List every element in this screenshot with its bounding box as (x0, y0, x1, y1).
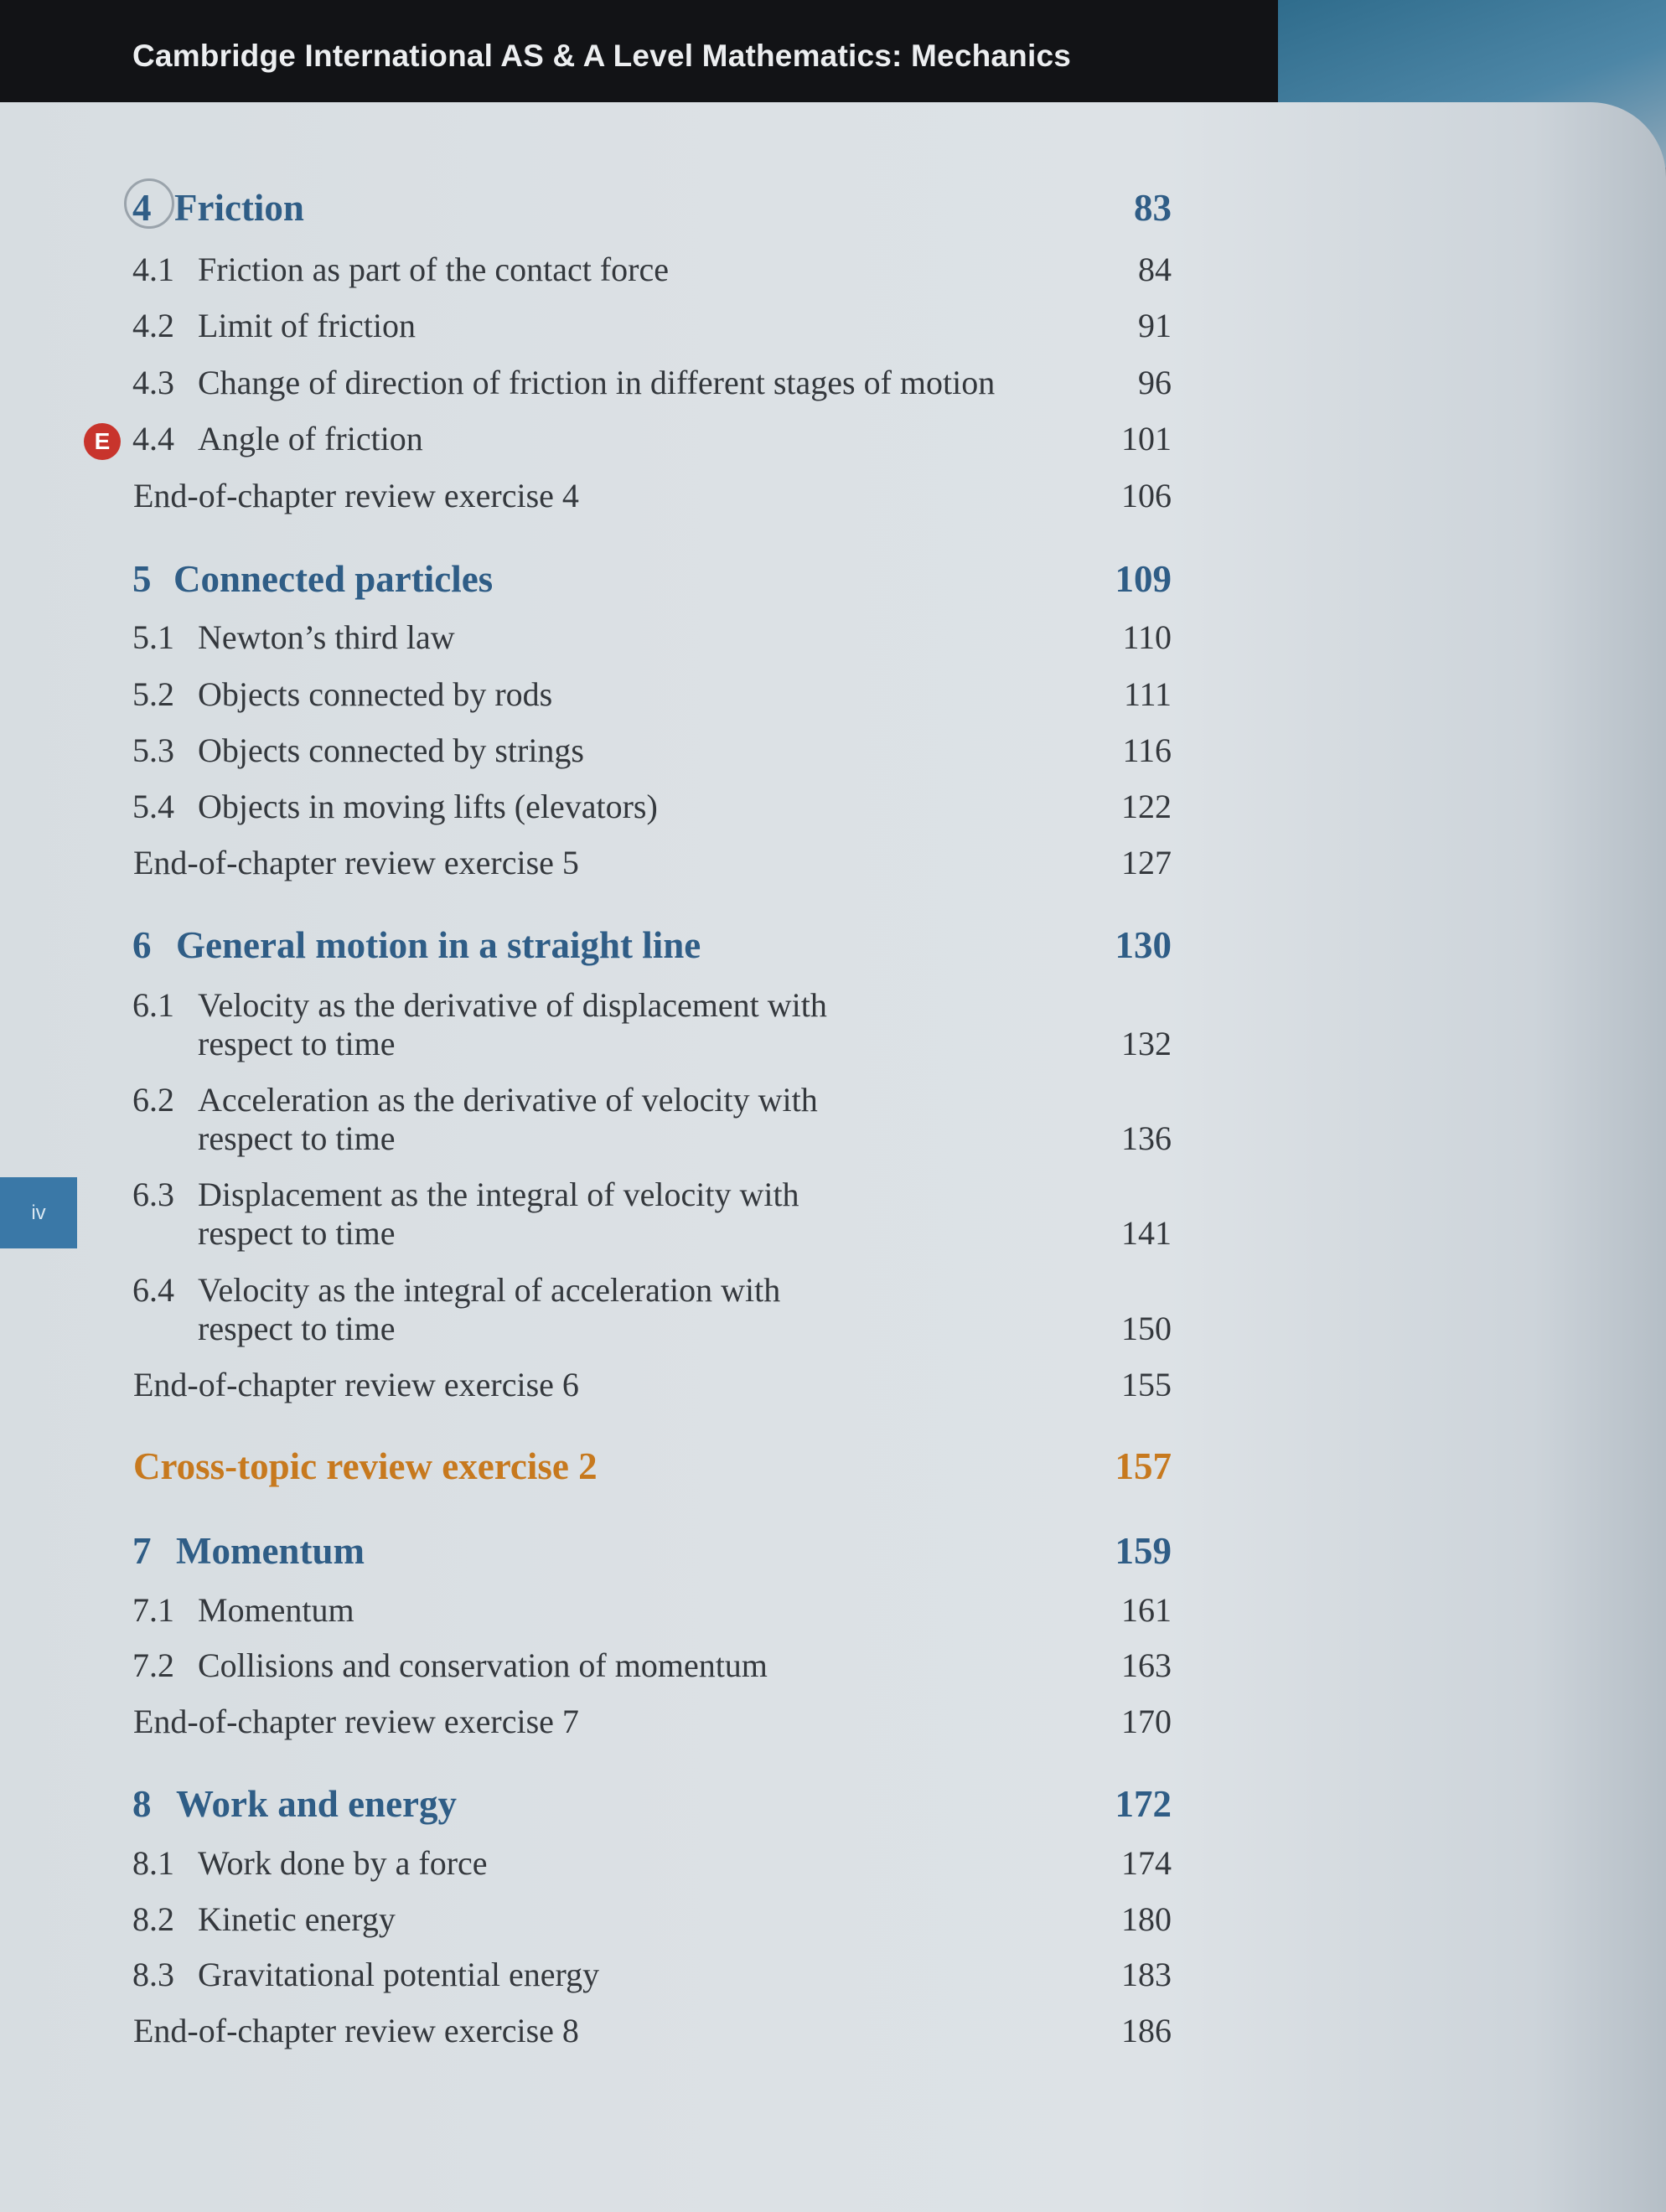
chapter-title: Friction (174, 187, 304, 229)
chapter-page: 172 (1115, 1783, 1172, 1825)
chapter-number: 5 (132, 558, 152, 600)
section-page: 84 (1138, 251, 1172, 288)
section-title-line2: respect to time (198, 1025, 396, 1062)
review-page: 186 (1121, 2012, 1172, 2049)
section-page: 96 (1138, 364, 1172, 401)
chapter-title: Work and energy (176, 1783, 458, 1825)
section-page: 174 (1121, 1844, 1172, 1882)
section-page: 180 (1121, 1900, 1172, 1938)
chapter-page: 83 (1134, 187, 1172, 229)
section-title-line2: respect to time (198, 1119, 396, 1157)
section-page: 163 (1121, 1646, 1172, 1684)
section-number: 4.4 (132, 420, 174, 457)
section-title: Kinetic energy (198, 1900, 396, 1938)
review-title: End-of-chapter review exercise 4 (133, 477, 579, 514)
section-number: 4.1 (132, 251, 174, 288)
section-number: 6.4 (132, 1271, 174, 1309)
section-page: 141 (1121, 1214, 1172, 1252)
section-title: Objects connected by rods (198, 675, 553, 713)
section-page: 101 (1121, 420, 1172, 457)
running-header (0, 0, 1278, 102)
section-number: 8.2 (132, 1900, 174, 1938)
review-title: End-of-chapter review exercise 7 (133, 1703, 579, 1740)
page-number-tab: iv (0, 1177, 77, 1248)
review-page: 127 (1121, 844, 1172, 881)
cross-topic-title: Cross-topic review exercise 2 (133, 1445, 598, 1487)
section-title-line2: respect to time (198, 1214, 396, 1252)
extension-badge-icon: E (84, 423, 121, 460)
section-page: 122 (1121, 788, 1172, 825)
review-page: 106 (1121, 477, 1172, 514)
section-page: 116 (1122, 731, 1172, 769)
section-title: Gravitational potential energy (198, 1956, 600, 1993)
section-title: Collisions and conservation of momentum (198, 1646, 768, 1684)
section-title: Angle of friction (198, 420, 423, 457)
section-title: Work done by a force (198, 1844, 488, 1882)
section-title: Limit of friction (198, 307, 416, 344)
section-page: 183 (1121, 1956, 1172, 1993)
chapter-number: 8 (132, 1783, 152, 1825)
section-page: 111 (1123, 675, 1172, 713)
review-title: End-of-chapter review exercise 6 (133, 1366, 579, 1403)
section-number: 7.1 (132, 1591, 174, 1629)
section-number: 5.3 (132, 731, 174, 769)
chapter-page: 159 (1115, 1530, 1172, 1572)
review-title: End-of-chapter review exercise 5 (133, 844, 579, 881)
chapter-page: 130 (1115, 924, 1172, 966)
chapter-number: 6 (132, 924, 152, 966)
review-title: End-of-chapter review exercise 8 (133, 2012, 579, 2049)
chapter-title: General motion in a straight line (176, 924, 701, 966)
section-page: 161 (1121, 1591, 1172, 1629)
section-title: Friction as part of the contact force (198, 251, 669, 288)
section-page: 150 (1121, 1310, 1172, 1347)
section-number: 7.2 (132, 1646, 174, 1684)
section-number: 8.1 (132, 1844, 174, 1882)
section-title: Momentum (198, 1591, 354, 1629)
section-page: 110 (1122, 618, 1172, 656)
section-number: 4.2 (132, 307, 174, 344)
chapter-title: Connected particles (173, 558, 494, 600)
chapter-title: Momentum (176, 1530, 365, 1572)
review-page: 155 (1121, 1366, 1172, 1403)
section-number: 5.4 (132, 788, 174, 825)
section-page: 136 (1121, 1119, 1172, 1157)
section-title: Objects in moving lifts (elevators) (198, 788, 658, 825)
section-number: 6.1 (132, 986, 174, 1024)
section-title-line1: Displacement as the integral of velocity with (198, 1176, 799, 1213)
section-number: 6.2 (132, 1081, 174, 1119)
section-title: Newton’s third law (198, 618, 455, 656)
chapter-number: 4 (132, 187, 152, 229)
section-page: 132 (1121, 1025, 1172, 1062)
section-number: 4.3 (132, 364, 174, 401)
section-number: 8.3 (132, 1956, 174, 1993)
section-number: 5.1 (132, 618, 174, 656)
cross-topic-page: 157 (1115, 1445, 1172, 1487)
section-title: Objects connected by strings (198, 731, 584, 769)
section-number: 6.3 (132, 1176, 174, 1213)
section-title-line1: Velocity as the integral of acceleration with (198, 1271, 781, 1309)
section-page: 91 (1138, 307, 1172, 344)
section-title-line1: Acceleration as the derivative of velocity with (198, 1081, 818, 1119)
chapter-page: 109 (1115, 558, 1172, 600)
section-title-line1: Velocity as the derivative of displacement with (198, 986, 827, 1024)
review-page: 170 (1121, 1703, 1172, 1740)
section-number: 5.2 (132, 675, 174, 713)
section-title-line2: respect to time (198, 1310, 396, 1347)
book-title: Cambridge International AS & A Level Mathematics: Mechanics (132, 39, 1072, 73)
chapter-number: 7 (132, 1530, 152, 1572)
section-title: Change of direction of friction in different stages of motion (198, 364, 996, 401)
